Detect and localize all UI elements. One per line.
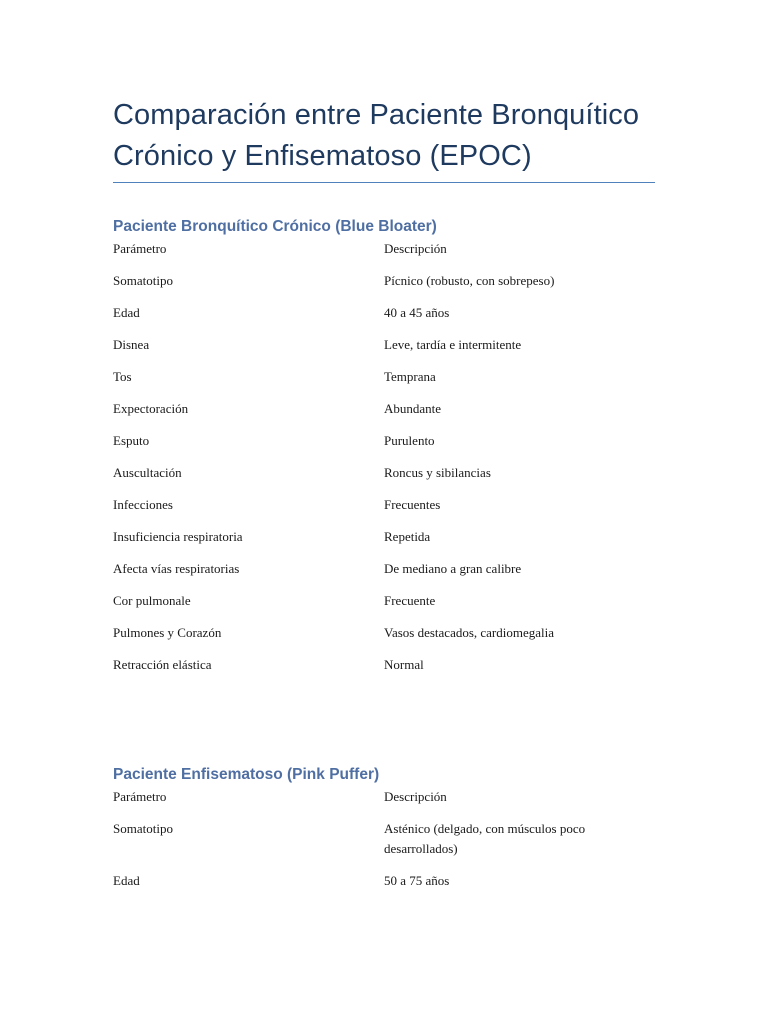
parameter-cell: Auscultación (113, 465, 182, 480)
description-cell: Asténico (delgado, con músculos poco desarrollados) (384, 821, 586, 856)
table-row (113, 463, 655, 495)
description-cell: Roncus y sibilancias (384, 465, 491, 480)
column-header-parametro: Parámetro (113, 241, 167, 256)
description-cell: Abundante (384, 401, 442, 416)
table-row (113, 591, 655, 623)
parameter-cell: Infecciones (113, 497, 173, 512)
table-row (113, 335, 655, 367)
column-header-parametro: Parámetro (113, 789, 167, 804)
parameter-cell: Somatotipo (113, 821, 173, 836)
description-cell: Purulento (384, 433, 435, 448)
table-row (113, 399, 655, 431)
parameter-cell: Tos (113, 369, 132, 384)
table-header-row (113, 787, 655, 819)
parameter-cell: Retracción elástica (113, 657, 212, 672)
table-row (113, 559, 655, 591)
description-cell: De mediano a gran calibre (384, 561, 522, 576)
table-row (113, 819, 655, 871)
description-cell: Frecuentes (384, 497, 441, 512)
parameter-cell: Edad (113, 305, 140, 320)
description-cell: Leve, tardía e intermitente (384, 337, 522, 352)
parameter-cell: Cor pulmonale (113, 593, 191, 608)
parameter-cell: Insuficiencia respiratoria (113, 529, 243, 544)
parameter-cell: Esputo (113, 433, 150, 448)
parameter-cell: Disnea (113, 337, 150, 352)
title-divider (113, 182, 655, 183)
description-cell: 40 a 45 años (384, 305, 450, 320)
table-row (113, 495, 655, 527)
parameter-cell: Somatotipo (113, 273, 173, 288)
parameter-cell: Expectoración (113, 401, 189, 416)
parameter-table (113, 787, 655, 903)
column-header-descripcion: Descripción (384, 241, 447, 256)
table-row (113, 527, 655, 559)
column-header-descripcion: Descripción (384, 789, 447, 804)
description-cell: Repetida (384, 529, 431, 544)
section-heading: Paciente Enfisematoso (Pink Puffer) (113, 766, 380, 783)
description-cell: Pícnico (robusto, con sobrepeso) (384, 273, 555, 288)
table-row (113, 871, 655, 903)
section-blue-bloater (113, 217, 655, 687)
table-row (113, 623, 655, 655)
description-cell: 50 a 75 años (384, 873, 450, 888)
table-row (113, 303, 655, 335)
table-row (113, 271, 655, 303)
description-cell: Temprana (384, 369, 436, 384)
description-cell: Normal (384, 657, 424, 672)
parameter-cell: Pulmones y Corazón (113, 625, 222, 640)
table-row (113, 367, 655, 399)
description-cell: Frecuente (384, 593, 436, 608)
section-pink-puffer (113, 765, 655, 903)
parameter-table (113, 239, 655, 687)
document-page (113, 0, 655, 903)
table-row (113, 655, 655, 687)
page-title: Comparación entre Paciente Bronquítico Crónico y Enfisematoso (EPOC) (113, 99, 640, 172)
table-header-row (113, 239, 655, 271)
description-cell: Vasos destacados, cardiomegalia (384, 625, 555, 640)
table-row (113, 431, 655, 463)
section-heading: Paciente Bronquítico Crónico (Blue Bloater) (113, 218, 437, 235)
parameter-cell: Edad (113, 873, 140, 888)
parameter-cell: Afecta vías respiratorias (113, 561, 240, 576)
